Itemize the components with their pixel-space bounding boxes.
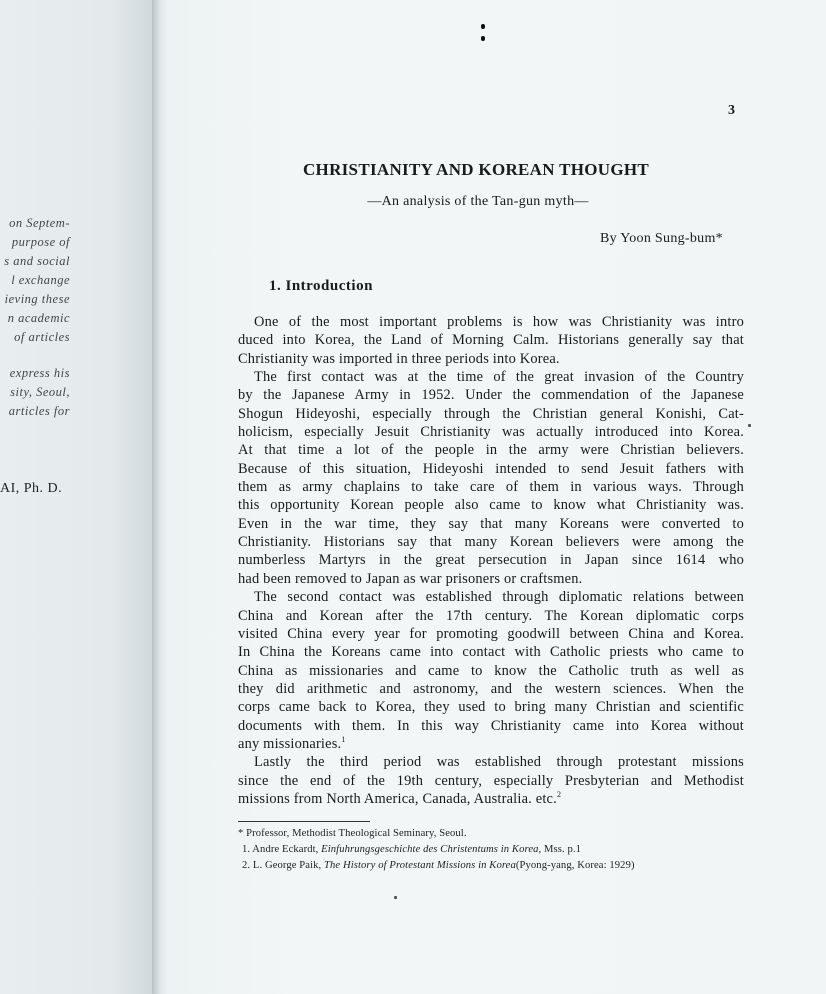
footnote-ref-2: 2 xyxy=(556,790,562,800)
footnote-2-suffix: (Pyong-yang, Korea: 1929) xyxy=(515,860,635,871)
article-author: By Yoon Sung-bum* xyxy=(600,231,723,246)
left-line: l exchange xyxy=(11,273,70,287)
left-page-text xyxy=(0,214,158,421)
footnote-author: * Professor, Methodist Theological Seminary, Seoul. xyxy=(238,828,467,839)
footnote-1-suffix: Mss. p.1 xyxy=(541,844,582,855)
body-line: holicism, especially Jesuit Christianity was actually introduced into Korea. xyxy=(238,424,744,441)
left-line: s and social xyxy=(4,254,70,268)
body-line-text: missions from North America, Canada, Australia. etc. xyxy=(238,790,557,807)
footnote-ref-1: 1 xyxy=(341,735,346,745)
body-line: had been removed to Japan as war prisoners or craftsmen. xyxy=(238,570,583,587)
body-line: by the Japanese Army in 1952. Under the commendation of the Japanese xyxy=(238,387,744,404)
body-line: The first contact was at the time of the great invasion of the Country xyxy=(254,369,744,386)
footnote-1 xyxy=(238,842,758,858)
article-body xyxy=(238,313,744,808)
body-line: Shogun Hideyoshi, especially through the Christian general Konishi, Cat- xyxy=(238,405,744,422)
article-subtitle: —An analysis of the Tan-gun myth— xyxy=(367,194,589,209)
body-line xyxy=(238,735,744,753)
page-number: 3 xyxy=(728,103,735,118)
footnotes xyxy=(238,826,758,874)
left-line: purpose of xyxy=(11,235,70,249)
left-line: articles for xyxy=(8,404,70,418)
body-line: China as missionaries and came to know the Catholic truth as well as xyxy=(238,662,744,679)
footnote-2 xyxy=(238,858,758,874)
body-line: them as army chaplains to take care of them in various ways. Through xyxy=(238,479,744,496)
body-line: In China the Koreans came into contact with Catholic priests who came to xyxy=(238,644,744,661)
left-line: ieving these xyxy=(4,292,70,306)
left-line: express his xyxy=(9,366,70,380)
body-line: this opportunity Korean people also came to know what Christianity was. xyxy=(238,497,744,514)
body-line: duced into Korea, the Land of Morning Calm. Historians generally say that xyxy=(238,332,744,349)
body-line: One of the most important problems is how was Christianity was intro xyxy=(254,314,744,330)
left-line: on Septem- xyxy=(9,216,70,230)
footnote-1-prefix: 1. Andre Eckardt, xyxy=(242,844,322,855)
body-line: Christianity was imported in three periods into Korea. xyxy=(238,350,560,367)
footnote-2-prefix: 2. L. George Paik, xyxy=(242,860,325,871)
body-line: they did arithmetic and astronomy, and the western sciences. When the xyxy=(238,680,744,697)
left-line: n academic xyxy=(7,311,70,325)
body-line: China and Korean after the 17th century. The Korean diplomatic corps xyxy=(238,607,744,624)
left-line: of articles xyxy=(14,330,70,344)
left-line: sity, Seoul, xyxy=(10,385,70,399)
left-page-signature: AI, Ph. D. xyxy=(0,481,63,496)
body-line: since the end of the 19th century, especially Presbyterian and Methodist xyxy=(238,772,744,789)
body-line: documents with them. In this way Christianity came into Korea without xyxy=(238,717,744,734)
body-line: The second contact was established through diplomatic relations between xyxy=(254,589,744,606)
left-facing-page xyxy=(0,0,158,994)
printer-marks xyxy=(481,24,485,48)
paper-speck xyxy=(748,424,751,427)
footnote-divider xyxy=(238,821,370,822)
body-line: visited China every year for promoting goodwill between China and Korea. xyxy=(238,625,744,642)
body-line: Even in the war time, they say that many Koreans were converted to xyxy=(238,515,744,532)
section-heading: 1. Introduction xyxy=(269,278,373,294)
body-line: At that time a lot of the people in the army were Christian believers. xyxy=(238,442,744,459)
body-line: Because of this situation, Hideyoshi intended to send Jesuit fathers with xyxy=(238,460,744,477)
paper-speck xyxy=(394,896,397,899)
body-line xyxy=(238,790,744,808)
body-line: numberless Martyrs in the great persecution in Japan since 1614 who xyxy=(238,552,744,569)
body-line-text: any missionaries. xyxy=(238,735,342,752)
footnote-2-title: The History of Protestant Missions in Korea xyxy=(324,860,516,871)
body-line: Christianity. Historians say that many Korean believers were among the xyxy=(238,534,744,551)
footnote-1-title: Einfuhrungsgeschichte des Christentums in Korea, xyxy=(321,844,542,855)
article-title: CHRISTIANITY AND KOREAN THOUGHT xyxy=(302,160,650,179)
body-line: Lastly the third period was established through protestant missions xyxy=(254,754,744,771)
body-line: corps came back to Korea, they used to bring many Christian and scientific xyxy=(238,699,744,716)
